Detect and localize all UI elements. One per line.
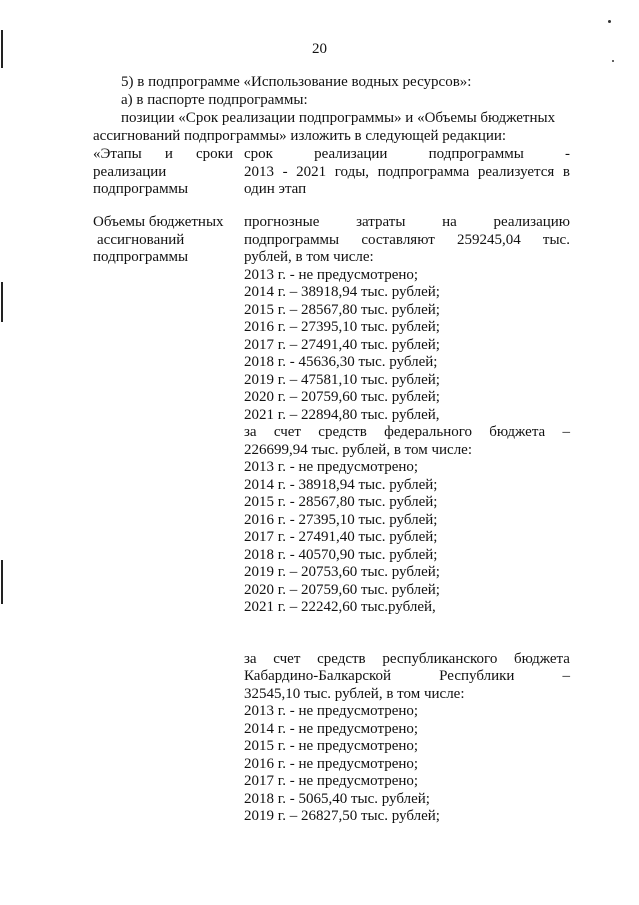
- word: федерального: [384, 424, 472, 440]
- total-year-2018: 2018 г. - 45636,30 тыс. рублей;: [244, 354, 438, 370]
- word: «Этапы: [93, 146, 142, 162]
- word: 259245,04: [456, 231, 521, 248]
- word: Республики: [439, 668, 515, 684]
- scan-speck-2: [612, 60, 614, 62]
- republic-year-2016: 2016 г. - не предусмотрено;: [244, 755, 419, 772]
- republic-line-3: 32545,10 тыс. рублей, в том числе:: [244, 685, 465, 702]
- word: счет: [273, 424, 301, 440]
- word: срок: [244, 146, 273, 162]
- word: –: [562, 668, 570, 684]
- federal-line-1: [244, 424, 570, 442]
- republic-year-2019: 2019 г. – 26827,50 тыс. рублей;: [244, 808, 440, 824]
- federal-year-2015: 2015 г. - 28567,80 тыс. рублей;: [244, 494, 438, 510]
- total-year-2015: 2015 г. – 28567,80 тыс. рублей;: [244, 301, 440, 318]
- row1-label: [93, 146, 233, 199]
- word: бюджета: [489, 424, 546, 440]
- word: подпрограммы: [244, 231, 340, 248]
- word: 2021: [296, 163, 327, 180]
- word: реализуется: [477, 163, 555, 180]
- federal-year-2016: 2016 г. - 27395,10 тыс. рублей;: [244, 511, 438, 528]
- word: сроки: [196, 146, 233, 162]
- row1-value-line-2: [244, 164, 570, 182]
- total-line-1: [244, 214, 570, 232]
- word: годы,: [334, 163, 370, 180]
- word: подпрограмма: [377, 163, 470, 180]
- spacer: [244, 617, 570, 651]
- row2-label-line-3: подпрограммы: [93, 249, 189, 265]
- word: 2013: [244, 163, 274, 180]
- word: реализацию: [493, 214, 570, 230]
- word: средств: [317, 650, 366, 667]
- federal-year-2017: 2017 г. - 27491,40 тыс. рублей;: [244, 529, 438, 545]
- total-line-2: [244, 232, 570, 250]
- total-year-2016: 2016 г. – 27395,10 тыс. рублей;: [244, 319, 440, 335]
- federal-year-2014: 2014 г. - 38918,94 тыс. рублей;: [244, 476, 438, 493]
- federal-year-2019: 2019 г. – 20753,60 тыс. рублей;: [244, 564, 440, 580]
- word: республиканского: [382, 650, 498, 667]
- intro-line-2: а) в паспорте подпрограммы:: [121, 92, 308, 108]
- word: затраты: [356, 214, 406, 230]
- scan-speck-1: [608, 20, 611, 23]
- republic-year-2014: 2014 г. - не предусмотрено;: [244, 720, 419, 737]
- word: составляют: [361, 231, 435, 248]
- row1-value-line-3: один этап: [244, 181, 307, 197]
- intro-line-1: 5) в подпрограмме «Использование водных ресурсов»:: [121, 74, 472, 90]
- total-year-2013: 2013 г. - не предусмотрено;: [244, 266, 419, 283]
- word: -: [282, 163, 288, 180]
- word: бюджета: [514, 650, 570, 667]
- row2-value: [244, 214, 570, 826]
- federal-year-2020: 2020 г. – 20759,60 тыс. рублей;: [244, 581, 440, 598]
- word: -: [564, 146, 570, 162]
- republic-year-2013: 2013 г. - не предусмотрено;: [244, 703, 419, 719]
- intro-line-4: ассигнований подпрограммы» изложить в следующей редакции:: [93, 128, 507, 144]
- row1-label-line-1: [93, 146, 233, 164]
- word: за: [244, 424, 257, 440]
- total-year-2019: 2019 г. – 47581,10 тыс. рублей;: [244, 371, 440, 388]
- intro-line-3: позиции «Срок реализации подпрограммы» и «Объемы бюджетных: [121, 110, 556, 126]
- word: на: [442, 214, 457, 230]
- row1-value: [244, 146, 570, 199]
- row1-value-line-1: [244, 146, 570, 164]
- republic-year-2017: 2017 г. - не предусмотрено;: [244, 773, 419, 789]
- word: средств: [318, 424, 367, 440]
- federal-line-2: 226699,94 тыс. рублей, в том числе:: [244, 441, 473, 458]
- row1-label-line-2: реализации: [93, 163, 167, 180]
- page-number: 20: [312, 41, 327, 57]
- total-line-3: рублей, в том числе:: [244, 249, 374, 265]
- total-year-2014: 2014 г. – 38918,94 тыс. рублей;: [244, 284, 440, 300]
- republic-year-2018: 2018 г. - 5065,40 тыс. рублей;: [244, 790, 430, 807]
- row1-label-line-3: подпрограммы: [93, 181, 189, 197]
- word: счет: [273, 650, 301, 667]
- word: и: [164, 146, 173, 162]
- word: тыс.: [542, 231, 570, 248]
- republic-year-2015: 2015 г. - не предусмотрено;: [244, 738, 419, 754]
- word: в: [562, 163, 570, 180]
- word: –: [562, 424, 570, 440]
- word: Кабардино-Балкарской: [244, 668, 392, 684]
- total-year-2020: 2020 г. – 20759,60 тыс. рублей;: [244, 389, 440, 405]
- word: подпрограммы: [428, 146, 524, 162]
- scan-margin-line-mid: [1, 282, 3, 322]
- total-year-2017: 2017 г. – 27491,40 тыс. рублей;: [244, 336, 440, 353]
- republic-line-1: [244, 651, 570, 669]
- row2-label-line-1: Объемы бюджетных: [93, 214, 224, 230]
- federal-year-2018: 2018 г. - 40570,90 тыс. рублей;: [244, 546, 438, 563]
- total-year-2021: 2021 г. – 22894,80 тыс. рублей,: [244, 406, 440, 423]
- federal-year-2013: 2013 г. - не предусмотрено;: [244, 459, 419, 475]
- row2-label-line-2: ассигнований: [97, 231, 185, 248]
- row2-label: [93, 214, 233, 267]
- scan-margin-line-bottom: [1, 560, 3, 604]
- word: реализации: [314, 146, 388, 162]
- federal-year-2021: 2021 г. – 22242,60 тыс.рублей,: [244, 599, 436, 615]
- republic-line-2: [244, 668, 570, 686]
- word: за: [244, 650, 257, 667]
- word: прогнозные: [244, 214, 320, 230]
